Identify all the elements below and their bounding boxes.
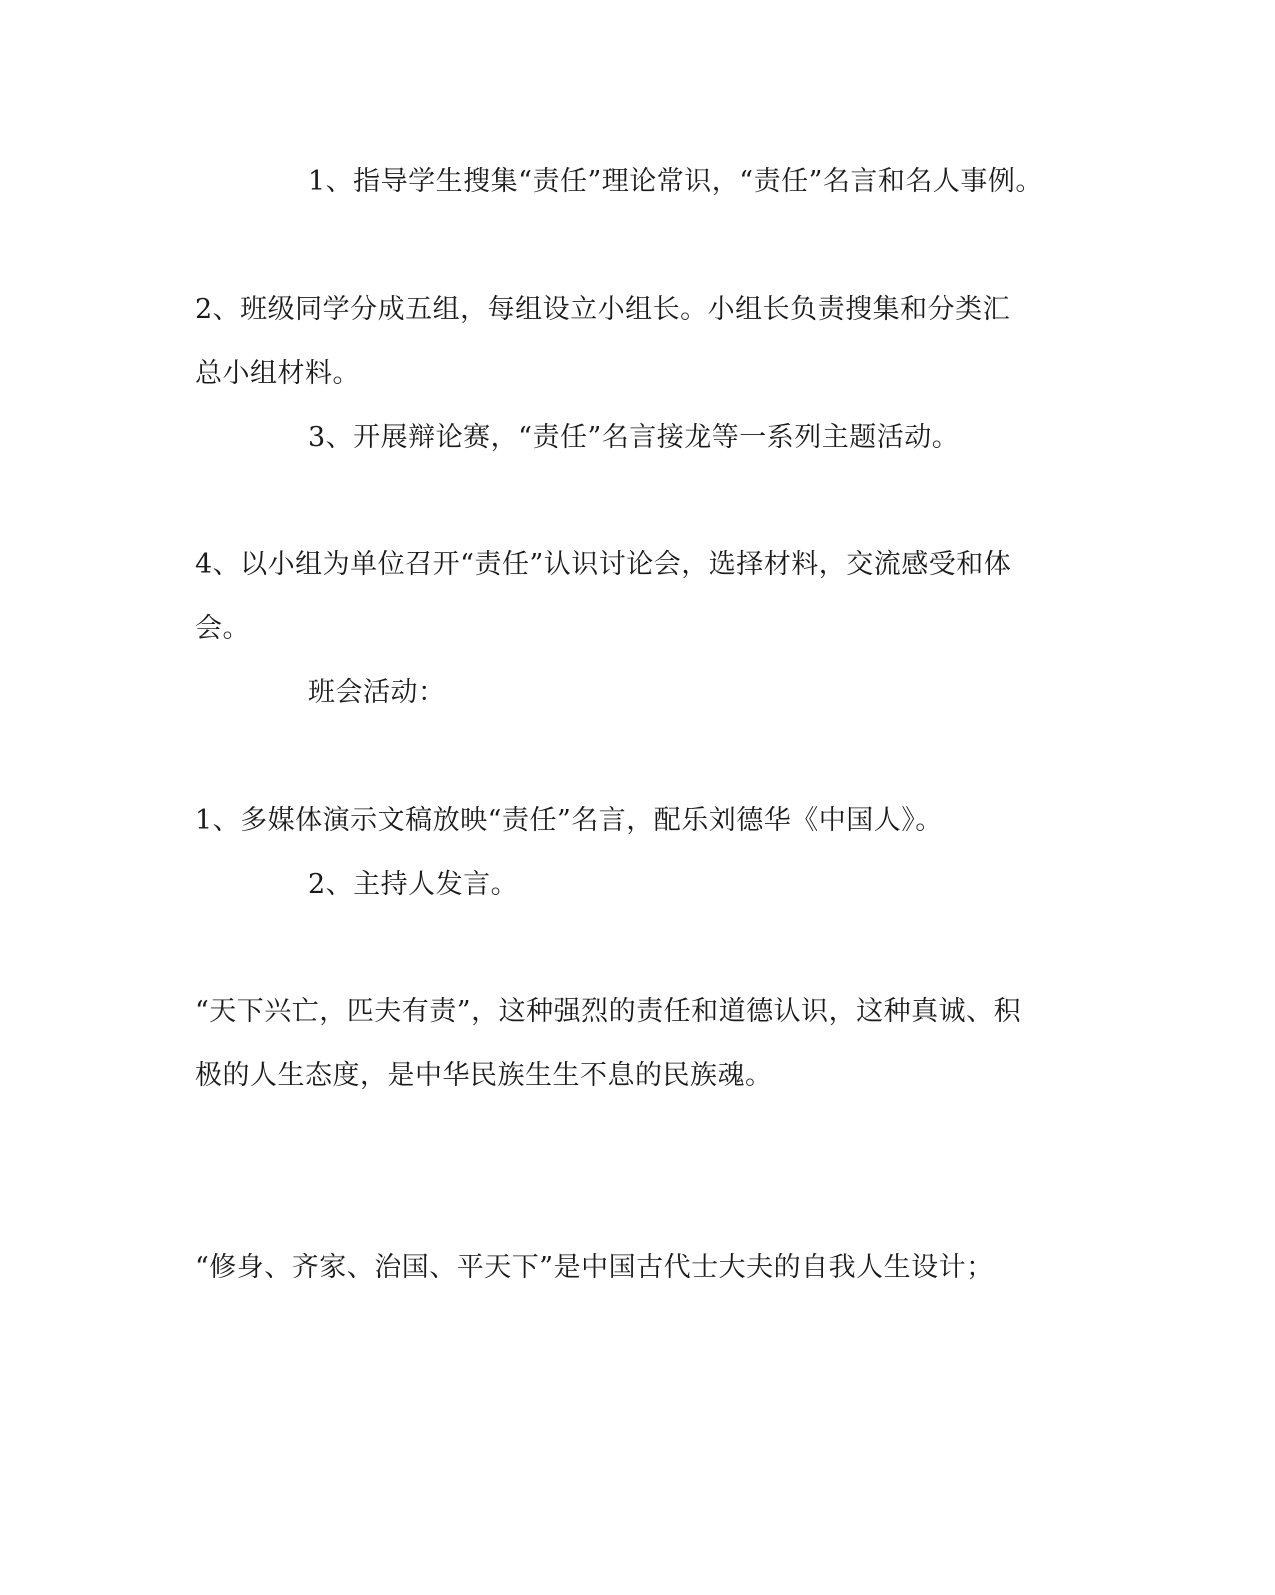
paragraph-prep-step-4-line-2: 会。 [195, 613, 250, 644]
section-heading-class-activity: 班会活动： [308, 677, 446, 708]
paragraph-quote-1-line-1: “天下兴亡，匹夫有责”，这种强烈的责任和道德认识，这种真诚、积 [195, 996, 1022, 1027]
paragraph-activity-step-1: 1、多媒体演示文稿放映“责任”名言，配乐刘德华《中国人》。 [195, 805, 943, 836]
paragraph-quote-1-line-2: 极的人生态度，是中华民族生生不息的民族魂。 [195, 1060, 773, 1091]
paragraph-prep-step-2-line-2: 总小组材料。 [195, 358, 360, 389]
paragraph-quote-2: “修身、齐家、治国、平天下”是中国古代士大夫的自我人生设计； [195, 1252, 994, 1283]
paragraph-activity-step-2: 2、主持人发言。 [308, 869, 519, 900]
paragraph-prep-step-1: 1、指导学生搜集“责任”理论常识，“责任”名言和名人事例。 [308, 166, 1043, 197]
paragraph-prep-step-3: 3、开展辩论赛，“责任”名言接龙等一系列主题活动。 [308, 422, 960, 453]
paragraph-prep-step-2-line-1: 2、班级同学分成五组，每组设立小组长。小组长负责搜集和分类汇 [195, 294, 1011, 325]
paragraph-prep-step-4-line-1: 4、以小组为单位召开“责任”认识讨论会，选择材料，交流感受和体 [195, 549, 1012, 580]
